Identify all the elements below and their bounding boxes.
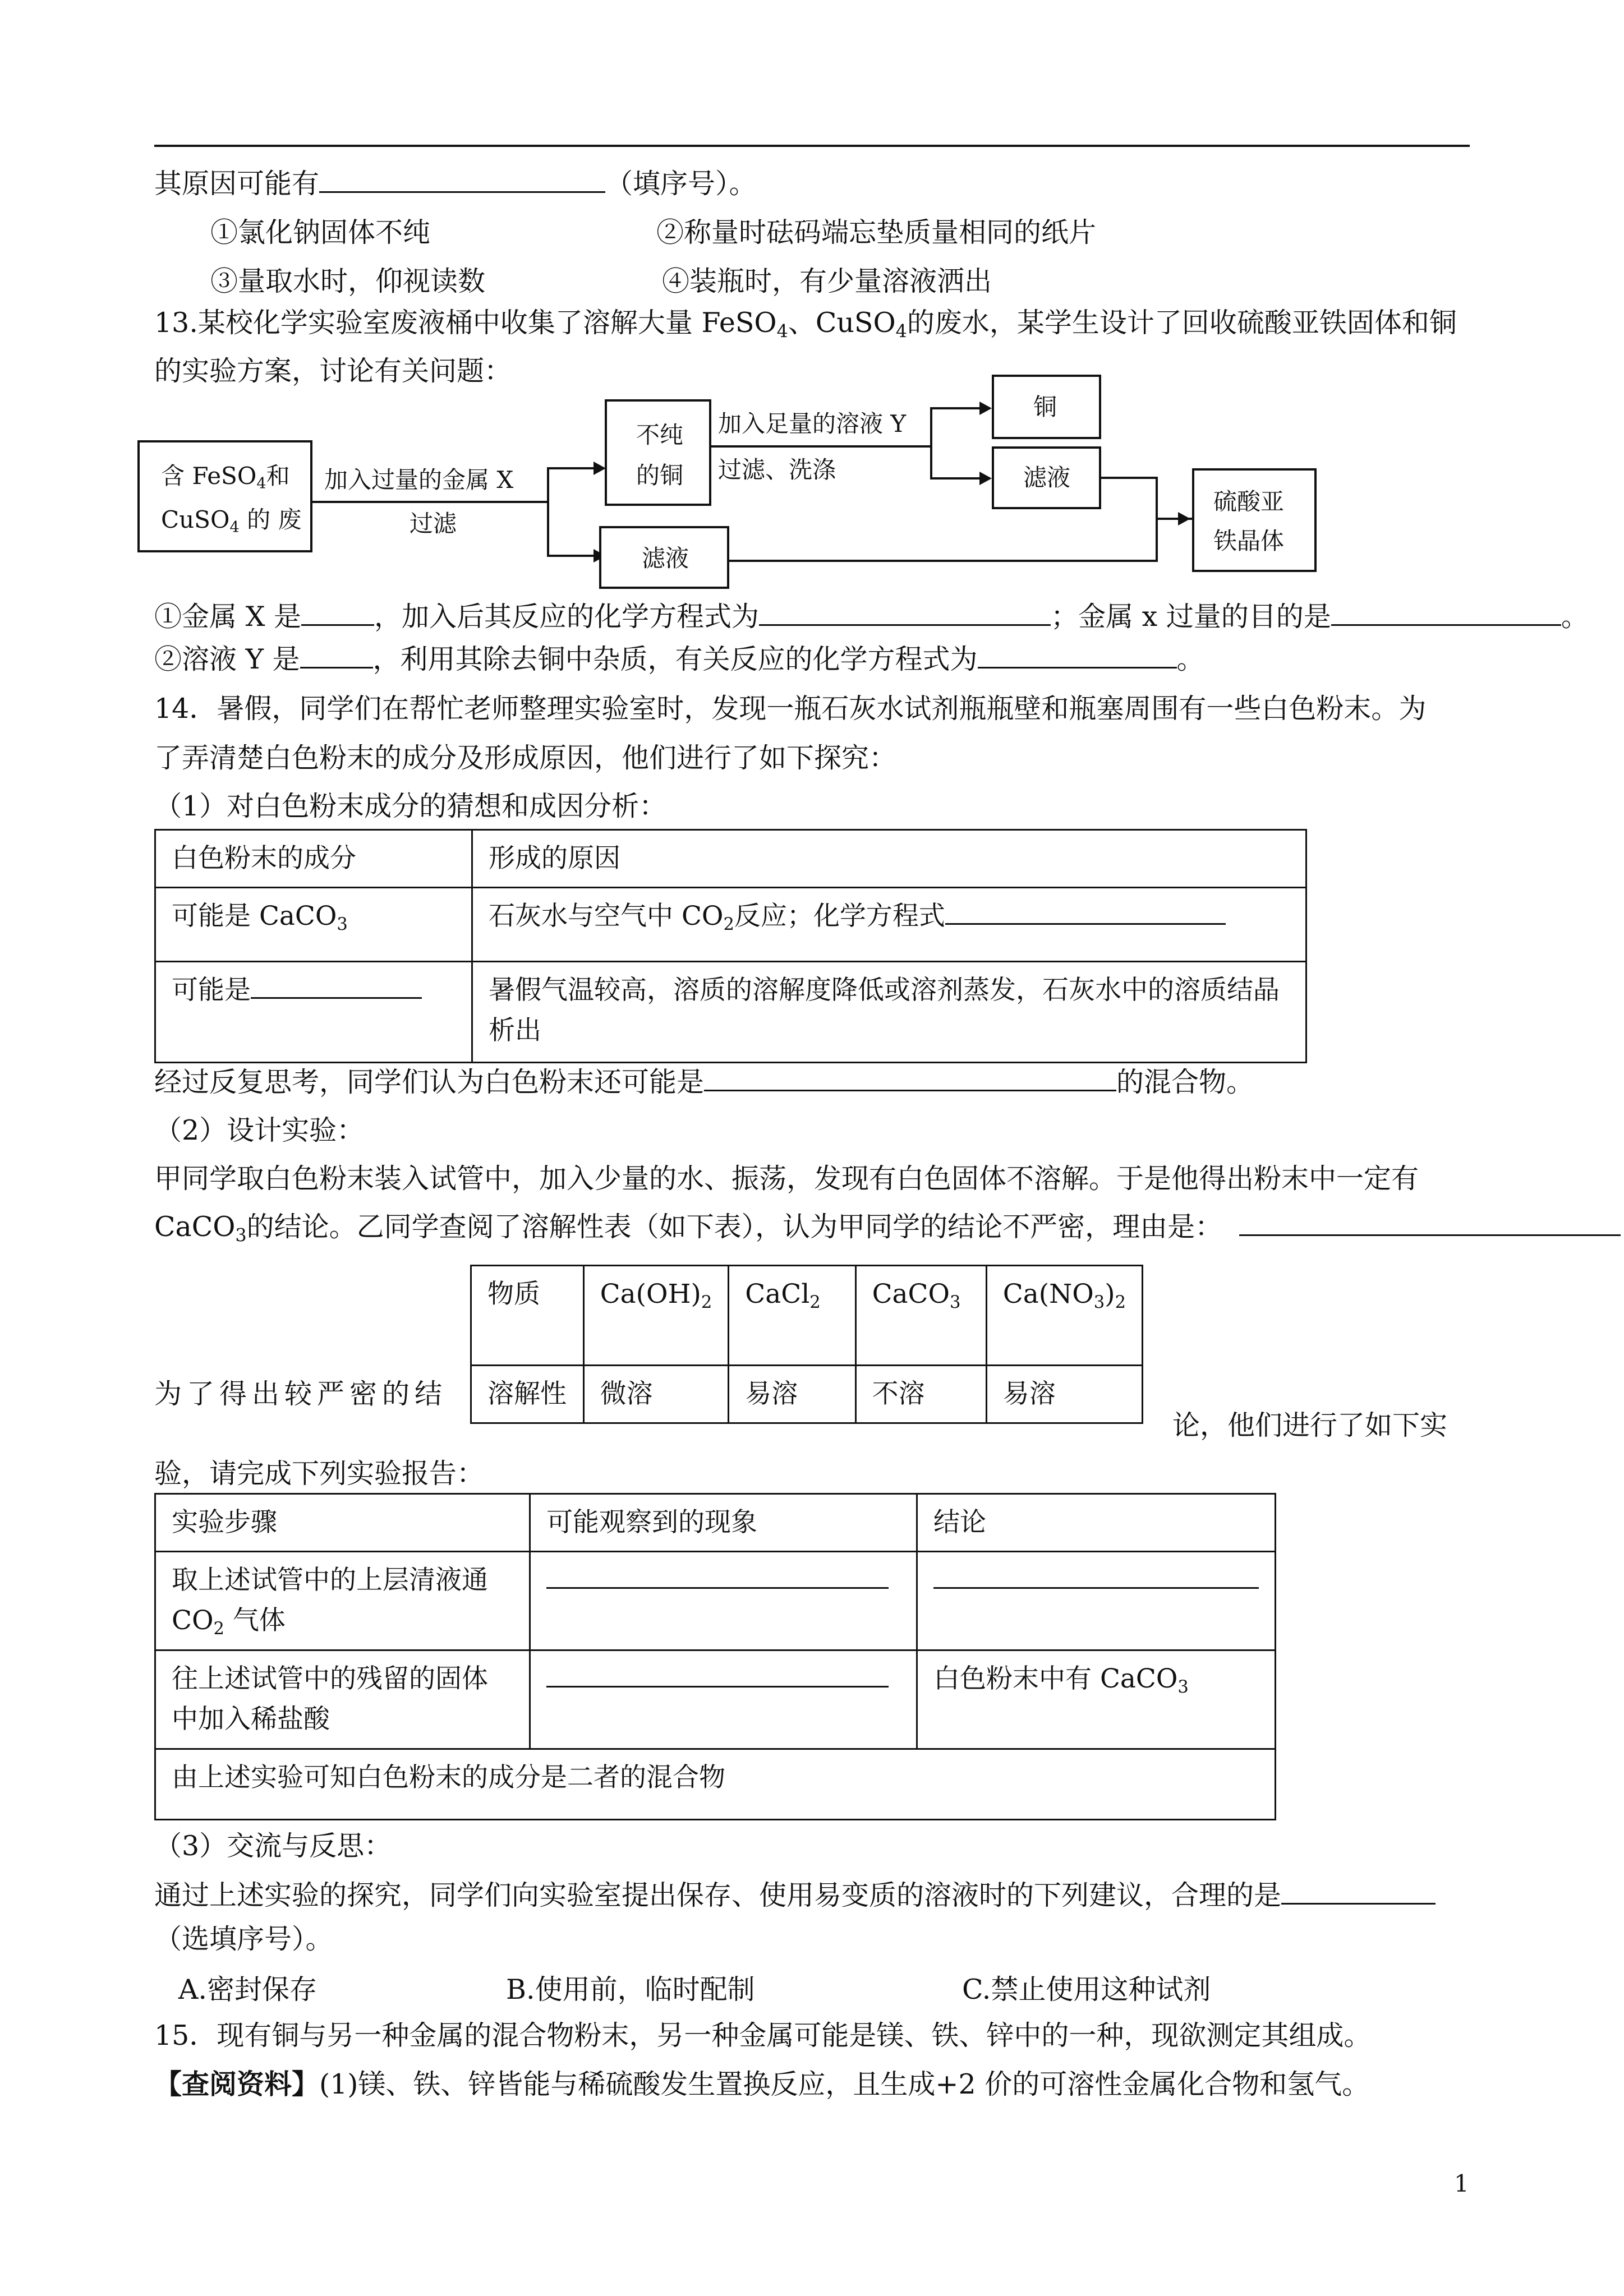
hypothesis-header-cause: 形成的原因	[472, 830, 1306, 888]
flow-filtrate-bottom-text: 滤液	[642, 545, 689, 572]
q14-reflection-line: 通过上述实验的探究，同学们向实验室提出保存、使用易变质的溶液时的下列建议，合理的是	[154, 1879, 1436, 1912]
q13-stem-line2: 的实验方案，讨论有关问题：	[154, 355, 512, 387]
report-row2-phenomenon	[530, 1650, 917, 1749]
flow-copper-text: 铜	[1033, 393, 1057, 421]
report-row1-conclusion	[917, 1552, 1276, 1650]
flow-arrow1-bottom-label: 过滤	[410, 510, 457, 537]
flow-line	[711, 445, 931, 448]
q15-stem-line2: 【查阅资料】(1)镁、铁、锌皆能与稀硫酸发生置换反应，且生成+2 价的可溶性金属化合物和氢气。	[154, 2068, 1370, 2100]
flow-start-box	[137, 440, 312, 552]
hypothesis-row2-cause: 暑假气温较高，溶质的溶解度降低或溶剂蒸发，石灰水中的溶质结晶析出	[472, 962, 1306, 1063]
flow-product-text-1: 硫酸亚	[1213, 488, 1285, 515]
flow-line	[547, 467, 549, 557]
q12-option-1: ①氯化钠固体不纯	[210, 216, 431, 248]
solubility-table	[470, 1265, 1143, 1424]
flow-line	[930, 407, 932, 479]
flow-arrow2-top-label: 加入足量的溶液 Y	[718, 410, 907, 437]
flow-line	[547, 467, 595, 469]
q14-part3-heading: （3）交流与反思：	[154, 1830, 392, 1862]
q14-part1-heading: （1）对白色粉末成分的猜想和成因分析：	[154, 790, 667, 822]
q14-option-a: A.密封保存	[178, 1974, 317, 2005]
q12-cause-line: 其原因可能有 （填序号）。	[154, 168, 757, 200]
header-rule	[154, 145, 1470, 147]
report-header-conclusion: 结论	[917, 1494, 1276, 1552]
q14-option-c: C.禁止使用这种试剂	[962, 1974, 1211, 2005]
experiment-report-table	[154, 1493, 1276, 1820]
flow-product-box	[1192, 468, 1317, 572]
q14-part2-heading: （2）设计实验：	[154, 1114, 365, 1146]
q12-option-3: ③量取水时，仰视读数	[210, 265, 486, 297]
flow-line	[729, 560, 1157, 562]
q14-stem-line1: 14．暑假，同学们在帮忙老师整理实验室时，发现一瓶石灰水试剂瓶瓶壁和瓶塞周围有一些白色粉末。为	[154, 693, 1427, 725]
report-row2-conclusion: 白色粉末中有 CaCO$_3$	[917, 1650, 1276, 1749]
q14-experiment-line2: CaCO$_3$的结论。乙同学查阅了溶解性表（如下表），认为甲同学的结论不严密，理由是：	[154, 1210, 1621, 1244]
arrowhead-icon	[594, 462, 606, 475]
q14-reflection-suffix: （选填序号）。	[154, 1923, 333, 1955]
solubility-cano32: 易溶	[986, 1366, 1142, 1423]
q14-wrap-line2: 验，请完成下列实验报告：	[154, 1458, 485, 1490]
flow-line	[930, 477, 981, 480]
q12-option-2: ②称量时砝码端忘垫质量相同的纸片	[656, 216, 1097, 248]
flow-line	[547, 555, 595, 557]
solubility-caco3: 不溶	[855, 1366, 986, 1423]
hypothesis-row1-component: 可能是 CaCO$_3$	[155, 888, 472, 962]
page-number: 1	[1454, 2170, 1469, 2197]
report-row1-phenomenon	[530, 1552, 917, 1650]
flow-filtrate-top-text: 滤液	[1023, 464, 1071, 491]
hypothesis-header-component: 白色粉末的成分	[155, 830, 472, 888]
solubility-header-caco3: CaCO$_3$	[855, 1266, 986, 1366]
report-header-steps: 实验步骤	[155, 1494, 530, 1552]
q15-stem-line1: 15．现有铜与另一种金属的混合物粉末，另一种金属可能是镁、铁、锌中的一种，现欲测定其组成。	[154, 2020, 1372, 2051]
q14-option-b: B.使用前，临时配制	[506, 1974, 755, 2005]
flow-line	[312, 501, 548, 503]
flow-impure-copper-box	[605, 399, 711, 506]
q14-wrap-right: 论，他们进行了如下实	[1172, 1409, 1448, 1441]
report-summary: 由上述实验可知白色粉末的成分是二者的混合物	[155, 1749, 1276, 1820]
solubility-header-substance: 物质	[471, 1266, 584, 1366]
hypothesis-table	[154, 829, 1307, 1063]
arrowhead-icon	[979, 472, 992, 485]
flow-impure-copper-text-1: 不纯	[636, 421, 684, 449]
flow-arrow1-top-label: 加入过量的金属 X	[324, 466, 514, 494]
arrowhead-icon	[979, 402, 992, 415]
solubility-cacl2: 易溶	[729, 1366, 855, 1423]
flow-line	[930, 407, 981, 409]
flow-filtrate-bottom-box	[599, 526, 729, 589]
solubility-header-caoh2: $Ca(OH)_2$	[583, 1266, 729, 1366]
solubility-label: 溶解性	[471, 1366, 584, 1423]
q14-stem-line2: 了弄清楚白色粉末的成分及形成原因，他们进行了如下探究：	[154, 742, 897, 774]
arrowhead-icon	[1178, 512, 1190, 525]
flow-line	[1101, 477, 1157, 479]
q14-mixture-line: 经过反复思考，同学们认为白色粉末还可能是 的混合物。	[154, 1066, 1254, 1098]
q13-stem-line1: 13.某校化学实验室废液桶中收集了溶解大量 FeSO$_4$、CuSO$_4$的废水，某学生设计了回收硫酸亚铁固体和铜	[154, 307, 1457, 342]
solubility-caoh2: 微溶	[583, 1366, 729, 1423]
flow-product-text-2: 铁晶体	[1213, 527, 1285, 555]
flow-arrow2-bottom-label: 过滤、洗涤	[718, 456, 836, 483]
q13-question-1: ①金属 X 是 ，加入后其反应的化学方程式为 ；金属 x 过量的目的是 。	[154, 601, 1589, 633]
q12-option-4: ④装瓶时，有少量溶液洒出	[662, 265, 992, 297]
flow-start-text-2: CuSO$_4$ 的 废	[161, 506, 302, 537]
report-row2-step: 往上述试管中的残留的固体中加入稀盐酸	[155, 1650, 530, 1749]
solubility-header-cacl2: CaCl$_2$	[729, 1266, 855, 1366]
solubility-header-cano32: $Ca(NO_3)_2$	[986, 1266, 1142, 1366]
q14-experiment-line1: 甲同学取白色粉末装入试管中，加入少量的水、振荡，发现有白色固体不溶解。于是他得出粉末中一定有	[154, 1163, 1419, 1195]
flow-copper-box	[992, 375, 1101, 439]
q14-wrap-left: 为了得出较严密的结	[154, 1378, 448, 1410]
hypothesis-row2-component: 可能是	[155, 962, 472, 1063]
report-row1-step: 取上述试管中的上层清液通 $CO_2$ 气体	[155, 1552, 530, 1650]
report-header-phenomena: 可能观察到的现象	[530, 1494, 917, 1552]
flow-start-text-1: 含 FeSO$_4$和	[161, 462, 290, 493]
q13-question-2: ②溶液 Y 是 ，利用其除去铜中杂质，有关反应的化学方程式为 。	[154, 643, 1204, 675]
hypothesis-row1-cause: 石灰水与空气中 $CO_2$反应；化学方程式	[472, 888, 1306, 962]
flow-impure-copper-text-2: 的铜	[636, 462, 684, 489]
flow-filtrate-top-box	[992, 446, 1101, 509]
